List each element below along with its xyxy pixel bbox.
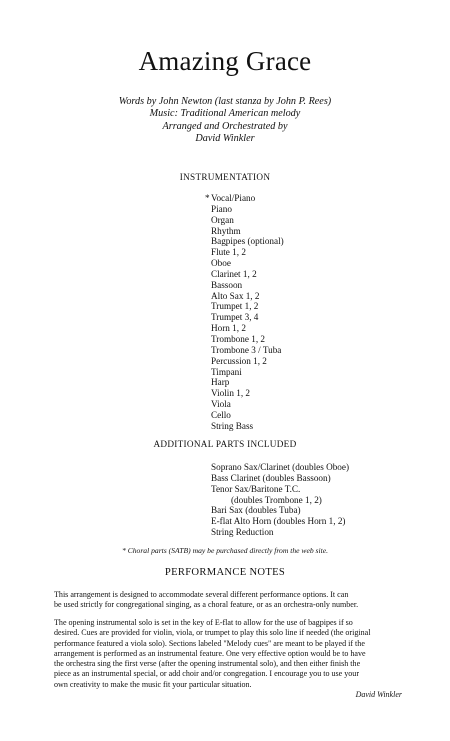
- part-list-item: String Reduction: [211, 527, 274, 538]
- part-list-item: Organ: [211, 214, 234, 225]
- credits-block: [0, 96, 450, 145]
- performance-notes-paragraph-1: [54, 590, 404, 611]
- credit-line-arranger: David Winkler: [195, 132, 255, 144]
- part-list-item: (doubles Trombone 1, 2): [231, 494, 322, 505]
- part-list-item: Bassoon: [211, 279, 243, 290]
- additional-parts-heading: ADDITIONAL PARTS INCLUDED: [153, 439, 297, 449]
- part-list-item: Oboe: [211, 258, 231, 269]
- page-title: Amazing Grace: [138, 46, 312, 76]
- part-list-item: Horn 1, 2: [211, 323, 246, 334]
- additional-parts-list: [211, 462, 349, 538]
- part-list-item: Tenor Sax/Baritone T.C.: [211, 483, 301, 494]
- paragraph-line: This arrangement is designed to accommodate several different performance options. It can: [54, 590, 349, 599]
- part-list-item: Soprano Sax/Clarinet (doubles Oboe): [211, 462, 350, 472]
- part-list-item: Viola: [211, 399, 231, 410]
- choral-parts-footnote: * Choral parts (SATB) may be purchased directly from the web site.: [122, 546, 328, 555]
- part-list-item: E-flat Alto Horn (doubles Horn 1, 2): [211, 516, 346, 527]
- paragraph-line: performance featured a viola solo). Sections labeled "Melody cues" are meant to be played if the: [54, 638, 365, 648]
- part-list-item: Trombone 1, 2: [211, 333, 266, 344]
- paragraph-line: own creativity to make the music fit your particular situation.: [54, 679, 252, 689]
- part-list-item: Percussion 1, 2: [211, 355, 267, 366]
- part-list-item: Harp: [211, 377, 230, 388]
- part-list-item: Trumpet 1, 2: [211, 301, 259, 312]
- performance-notes-paragraph-2: [54, 618, 404, 690]
- performance-notes-heading: PERFORMANCE NOTES: [164, 567, 286, 578]
- part-list-item: Clarinet 1, 2: [211, 268, 257, 279]
- instrumentation-list: [205, 193, 284, 432]
- part-list-item: Cello: [211, 409, 231, 420]
- part-list-item: Rhythm: [211, 225, 241, 236]
- paragraph-line: desired. Cues are provided for violin, viola, or trumpet to play this solo line if needed (the original: [54, 628, 371, 638]
- part-list-item: Timpani: [211, 366, 242, 377]
- asterisk-marker: *: [205, 193, 210, 203]
- paragraph-line: arrangement is performed as an instrumental feature. One very effective option would be to have: [54, 648, 366, 658]
- paragraph-line: be used strictly for congregational singing, as a choral feature, or as an orchestra-only number.: [54, 600, 359, 610]
- part-list-item: Trumpet 3, 4: [211, 312, 259, 323]
- part-list-item: Trombone 3 / Tuba: [211, 344, 282, 355]
- paragraph-line: the orchestra sing the first verse (after the opening instrumental solo), and then either finish the: [54, 659, 361, 669]
- signature: David Winkler: [355, 690, 402, 699]
- paragraph-line: piece as an instrumental special, or add choir and/or congregation. I encourage you to use your: [54, 669, 360, 679]
- paragraph-line: The opening instrumental solo is set in the key of E-flat to allow for the use of bagpipes if so: [54, 618, 353, 627]
- part-list-item: Bagpipes (optional): [211, 236, 284, 247]
- part-list-item: Vocal/Piano: [211, 193, 256, 203]
- instrumentation-heading: INSTRUMENTATION: [179, 172, 271, 182]
- part-list-item: Violin 1, 2: [211, 388, 251, 399]
- credit-line-music: Music: Traditional American melody: [149, 108, 301, 120]
- part-list-item: String Bass: [211, 420, 254, 431]
- part-list-item: Bass Clarinet (doubles Bassoon): [211, 472, 331, 483]
- credit-line-arranged: Arranged and Orchestrated by: [162, 120, 288, 132]
- part-list-item: Flute 1, 2: [211, 247, 246, 258]
- part-list-item: Piano: [211, 203, 232, 214]
- credit-line-lyrics: Words by John Newton (last stanza by John P. Rees): [118, 96, 332, 107]
- part-list-item: Alto Sax 1, 2: [211, 290, 260, 301]
- part-list-item: Bari Sax (doubles Tuba): [211, 505, 301, 516]
